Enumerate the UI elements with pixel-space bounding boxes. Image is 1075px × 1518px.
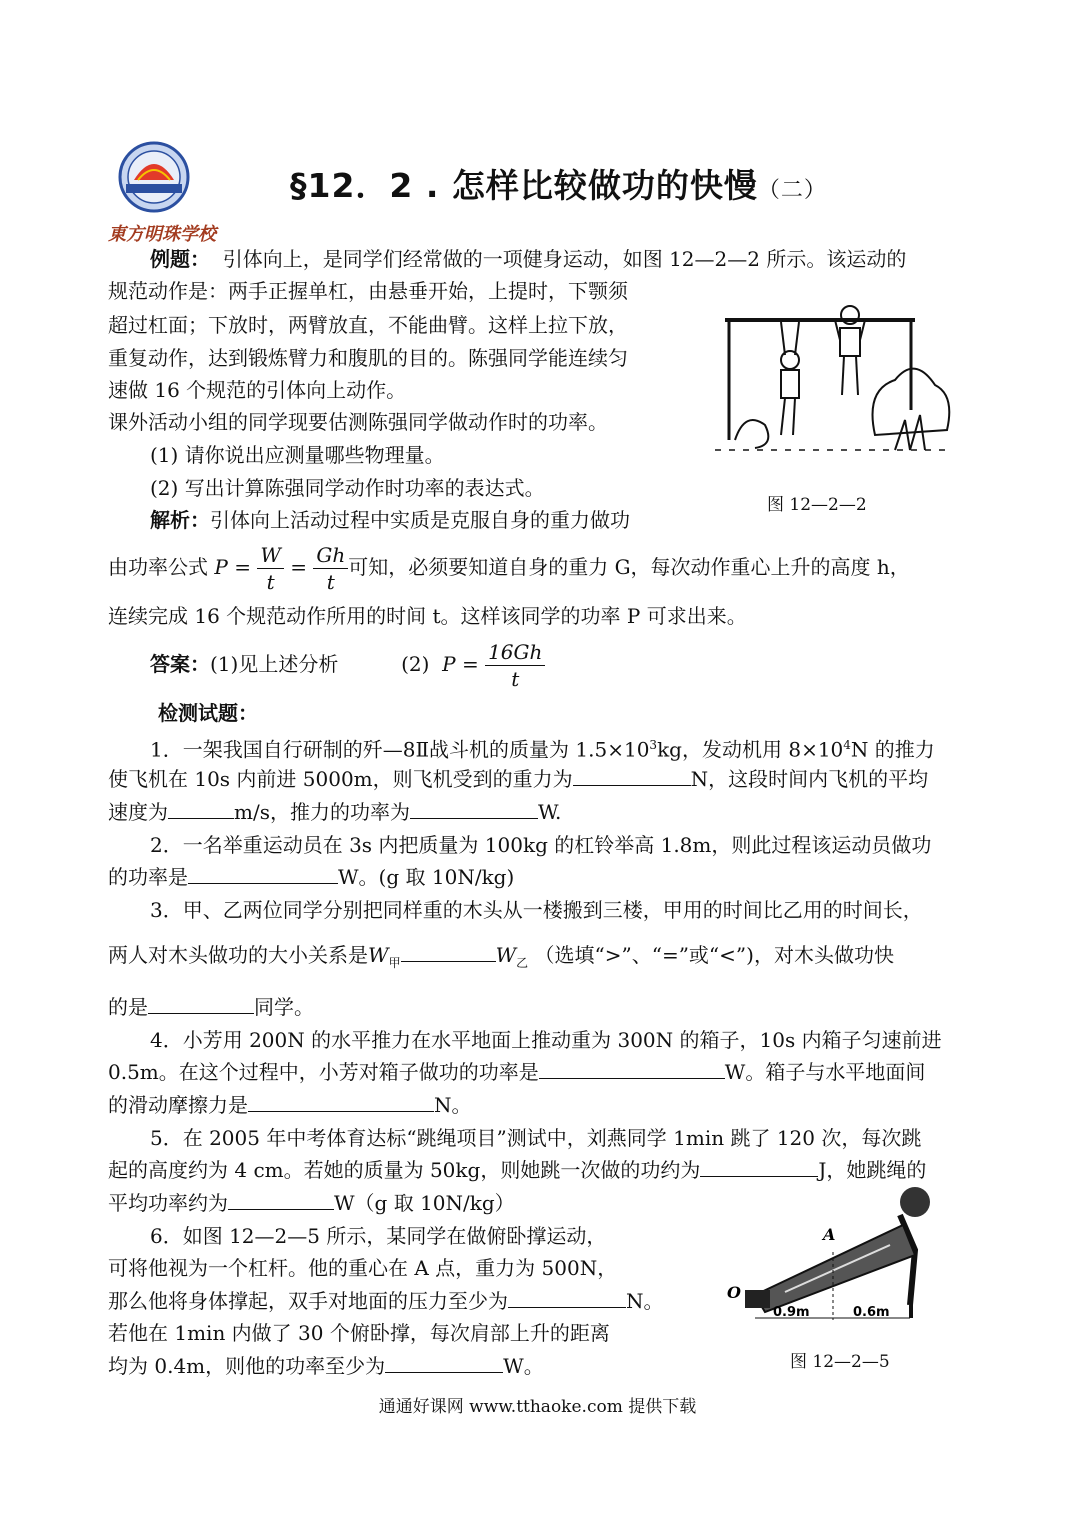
formula-eq: = <box>234 555 251 579</box>
title-text: §12．2 . 怎样比较做功的快慢 <box>290 166 758 205</box>
answer-eq: = <box>461 652 479 676</box>
q6-line-4: 若他在 1min 内做了 30 个俯卧撑，每次肩部上升的距离 <box>108 1321 610 1345</box>
example-line-4: 重复动作，达到锻炼臂力和腹肌的目的。陈强同学能连续匀 <box>108 346 628 370</box>
q5-text: W（g 取 10N/kg） <box>334 1191 515 1215</box>
fraction-w-over-t <box>257 542 284 595</box>
q1-line-3 <box>108 797 561 827</box>
q5-text: J，她跳绳的 <box>818 1158 927 1182</box>
q5-text: 平均功率约为 <box>108 1191 228 1215</box>
example-label: 例题： <box>150 247 210 271</box>
analysis-formula-prefix: 由功率公式 <box>108 555 208 579</box>
q1-text: 使飞机在 10s 内前进 5000m，则飞机受到的重力为 <box>108 767 573 791</box>
q6-line-2: 可将他视为一个杠杆。他的重心在 A 点，重力为 500N， <box>108 1256 618 1280</box>
q1-text: 1．一架我国自行研制的歼—8Ⅱ战斗机的质量为 1.5×10 <box>150 737 650 762</box>
q6-text: W。 <box>503 1354 544 1378</box>
fraction-num: 16Gh <box>485 639 545 666</box>
analysis-line-1 <box>150 505 630 535</box>
page-footer: 通通好课网 www.tthaoke.com 提供下载 <box>378 1397 697 1417</box>
q5-power-blank[interactable] <box>228 1189 334 1210</box>
example-line-2: 规范动作是：两手正握单杠，由悬垂开始，上提时，下颚须 <box>108 279 628 303</box>
q3-sub: 乙 <box>516 956 529 970</box>
fraction-num: W <box>257 542 284 569</box>
q4-line-3 <box>108 1090 472 1120</box>
q4-text: 的滑动摩擦力是 <box>108 1093 248 1117</box>
pushup-dim-2: 0.6m <box>853 1305 890 1320</box>
q1-text: W. <box>537 800 562 824</box>
pushup-label-o: O <box>727 1283 741 1302</box>
q4-line-1: 4．小芳用 200N 的水平推力在水平地面上推动重为 300N 的箱子，10s 内箱子匀速前进 <box>150 1028 942 1052</box>
q4-text: 0.5m。在这个过程中，小芳对箱子做功的功率是 <box>108 1060 539 1084</box>
pullup-figure <box>715 300 955 470</box>
q1-text: N 的推力 <box>850 737 935 762</box>
fraction-den: t <box>266 570 275 594</box>
q1-text: N，这段时间内飞机的平均 <box>690 767 929 791</box>
q3-text: （选填“>”、“=”或“<”)，对木头做功快 <box>534 943 894 967</box>
q2-text: 的功率是 <box>108 865 188 889</box>
formula-eq: = <box>290 555 307 579</box>
q4-power-blank[interactable] <box>539 1058 725 1079</box>
figure-caption-pushup: 图 12—2—5 <box>790 1352 890 1372</box>
q3-compare-blank[interactable] <box>401 941 496 962</box>
q3-w: W <box>495 943 517 967</box>
fraction-num: Gh <box>313 542 348 569</box>
example-line-5: 速做 16 个规范的引体向上动作。 <box>108 378 407 402</box>
q2-power-blank[interactable] <box>188 863 338 884</box>
q4-line-2 <box>108 1057 925 1087</box>
q3-w: W <box>368 943 389 967</box>
example-line-1 <box>150 244 906 274</box>
q5-text: 起的高度约为 4 cm。若她的质量为 50kg，则她跳一次做的功约为 <box>108 1158 701 1182</box>
example-question-2: (2) 写出计算陈强同学动作时功率的表达式。 <box>150 476 545 500</box>
formula-p: P <box>214 555 228 579</box>
q1-text: 速度为 <box>108 800 168 824</box>
analysis-label: 解析： <box>150 508 210 532</box>
q1-text: m/s，推力的功率为 <box>234 800 410 824</box>
school-emblem-icon <box>108 140 200 215</box>
answer-fraction <box>485 639 545 692</box>
q2-line-2 <box>108 862 514 892</box>
pushup-figure <box>725 1180 945 1330</box>
title-subtitle: （二） <box>757 178 827 203</box>
q2-text: W。(g 取 10N/kg) <box>338 865 515 889</box>
answer-part1: (1)见上述分析 <box>210 652 339 676</box>
school-name: 東方明珠学校 <box>108 224 216 245</box>
q3-line-2 <box>108 940 894 978</box>
page-title <box>290 160 827 207</box>
analysis-line-3: 连续完成 16 个规范动作所用的时间 t。这样该同学的功率 P 可求出来。 <box>108 604 747 628</box>
q4-text: W。箱子与水平地面间 <box>724 1060 926 1084</box>
q6-line-1: 6．如图 12—2—5 所示，某同学在做俯卧撑运动， <box>150 1224 607 1248</box>
q1-text: kg，发动机用 8×10 <box>657 737 844 762</box>
q4-friction-blank[interactable] <box>248 1091 434 1112</box>
tests-heading: 检测试题： <box>158 701 258 725</box>
q2-line-1: 2．一名举重运动员在 3s 内把质量为 100kg 的杠铃举高 1.8m，则此过程该运动员做功 <box>150 833 932 857</box>
q5-work-blank[interactable] <box>700 1156 818 1177</box>
example-line-3: 超过杠面；下放时，两臂放直，不能曲臂。这样上拉下放， <box>108 313 628 337</box>
q5-line-3 <box>108 1188 515 1218</box>
fraction-gh-over-t <box>313 542 348 595</box>
q1-line-2 <box>108 764 928 794</box>
example-question-1: (1) 请你说出应测量哪些物理量。 <box>150 443 445 467</box>
pushup-label-a: A <box>823 1225 836 1244</box>
school-logo <box>108 140 216 245</box>
fraction-den: t <box>511 667 520 691</box>
q4-text: N。 <box>434 1093 472 1117</box>
q6-power-blank[interactable] <box>385 1352 503 1373</box>
example-line-6: 课外活动小组的同学现要估测陈强同学做动作时的功率。 <box>108 410 608 434</box>
example-text: 引体向上，是同学们经常做的一项健身运动，如图 12—2—2 所示。该运动的 <box>222 247 907 271</box>
analysis-text: 引体向上活动过程中实质是克服自身的重力做功 <box>210 508 630 532</box>
q5-line-1: 5．在 2005 年中考体育达标“跳绳项目”测试中，刘燕同学 1min 跳了 120 次，每次跳 <box>150 1126 922 1150</box>
q3-sub: 甲 <box>388 956 401 970</box>
pushup-dim-1: 0.9m <box>773 1305 810 1320</box>
q6-text: N。 <box>626 1289 664 1313</box>
analysis-line-2 <box>108 538 910 596</box>
answer-part2: (2) <box>401 652 430 676</box>
q3-line-1: 3．甲、乙两位同学分别把同样重的木头从一楼搬到三楼，甲用的时间比乙用的时间长， <box>150 898 923 922</box>
answer-label: 答案： <box>150 652 210 676</box>
analysis-formula-suffix: 可知，必须要知道自身的重力 G，每次动作重心上升的高度 h， <box>348 555 910 579</box>
q1-line-1 <box>150 730 935 765</box>
fraction-den: t <box>326 570 335 594</box>
q3-text: 两人对木头做功的大小关系是 <box>108 943 368 967</box>
answer-p: P <box>442 652 456 676</box>
q3-text: 同学。 <box>254 995 314 1019</box>
q1-gravity-blank[interactable] <box>573 765 691 786</box>
q3-line-3 <box>108 992 314 1022</box>
q6-text: 那么他将身体撑起，双手对地面的压力至少为 <box>108 1289 508 1313</box>
q6-line-3 <box>108 1286 664 1316</box>
figure-caption-pullup: 图 12—2—2 <box>767 495 867 515</box>
q6-force-blank[interactable] <box>508 1287 626 1308</box>
q1-exponent: 3 <box>649 738 658 752</box>
q6-text: 均为 0.4m，则他的功率至少为 <box>108 1354 386 1378</box>
q1-power-blank[interactable] <box>410 798 538 819</box>
q3-faster-blank[interactable] <box>148 993 254 1014</box>
q1-exponent: 4 <box>843 738 851 752</box>
q3-text: 的是 <box>108 995 148 1019</box>
q1-speed-blank[interactable] <box>168 798 234 819</box>
answer-line <box>150 635 545 693</box>
q6-line-5 <box>108 1351 544 1381</box>
